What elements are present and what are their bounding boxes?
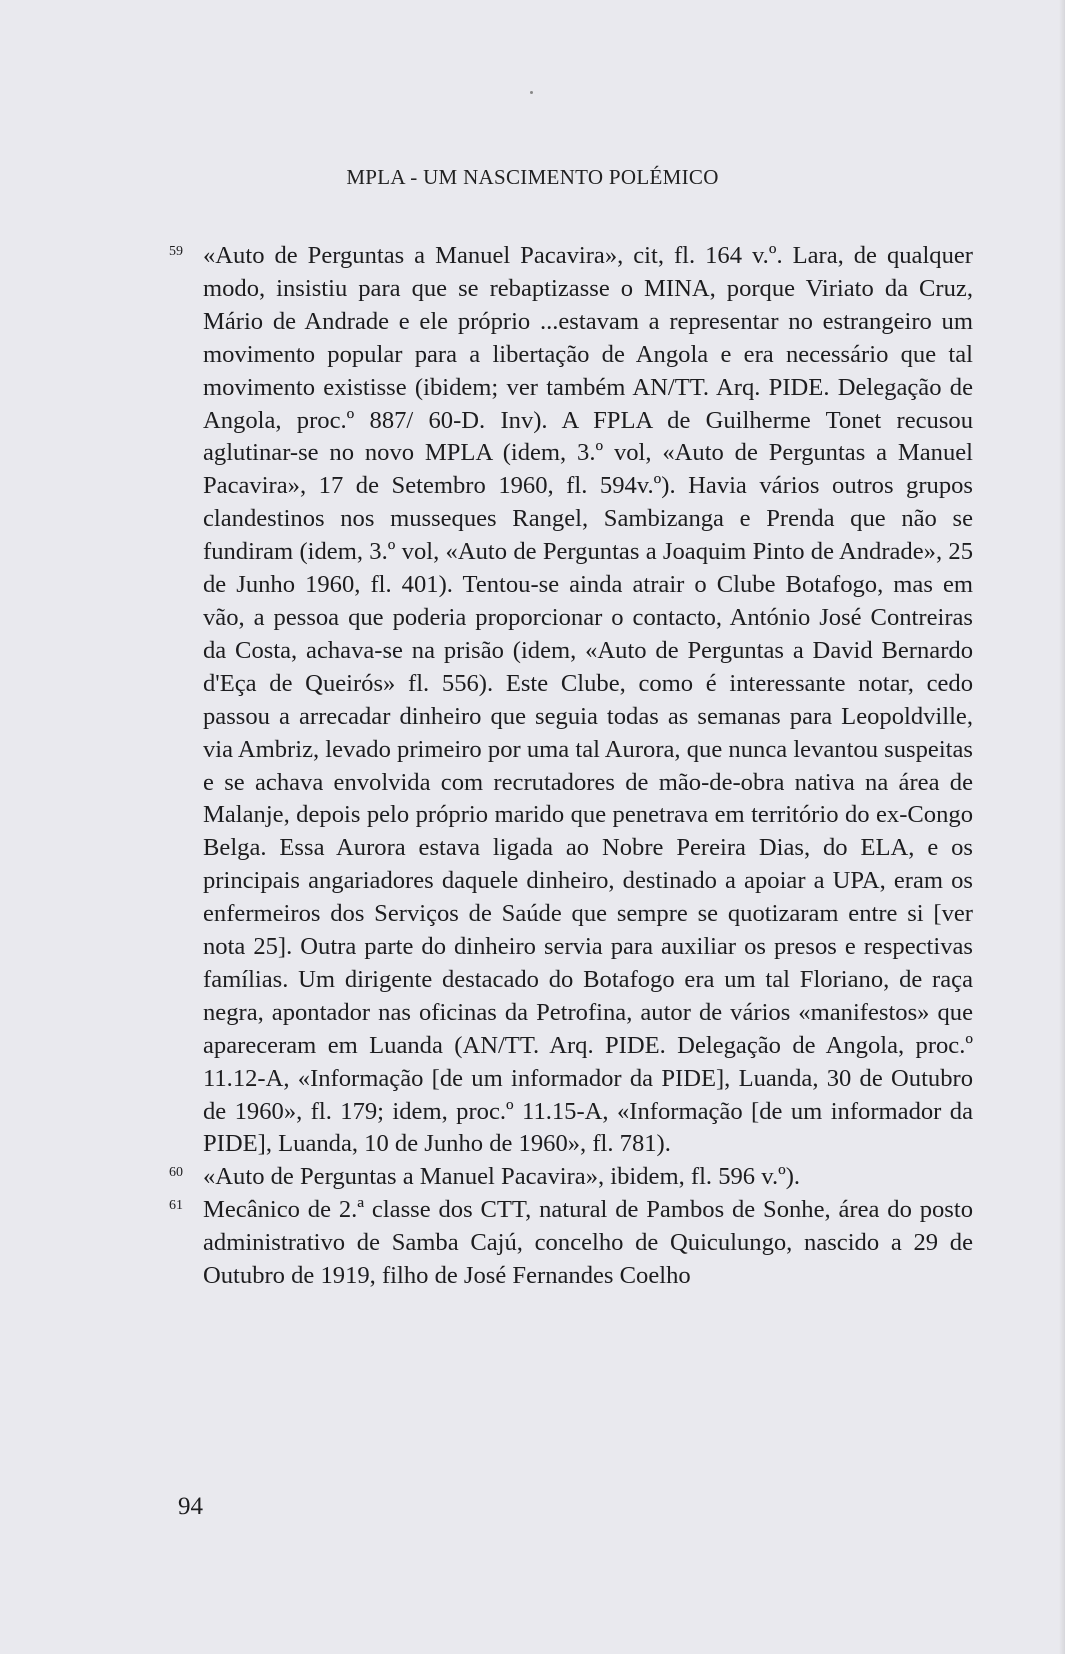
page-edge-shadow bbox=[1059, 0, 1065, 1654]
ink-speck bbox=[530, 91, 533, 94]
footnote-number: 61 bbox=[169, 1198, 183, 1214]
footnote-text: Mecânico de 2.ª classe dos CTT, natural de Pambos de Sonhe, área do posto administrativo de Samba Cajú, concelho de Quiculungo, nascido a 29 de Outubro de 1919, filho de José Fernandes Coelho bbox=[203, 1196, 973, 1290]
footnote-number: 60 bbox=[169, 1165, 183, 1181]
footnote-61 bbox=[169, 1194, 973, 1293]
footnotes-block bbox=[169, 240, 973, 1293]
footnote-number: 59 bbox=[169, 244, 183, 259]
page-number: 94 bbox=[178, 1493, 203, 1520]
footnote-text: «Auto de Perguntas a Manuel Pacavira», cit, fl. 164 v.º. Lara, de qualquer modo, insistiu para que se rebaptizasse o MINA, porque Viriato da Cruz, Mário de Andrade e ele próprio ...estavam a representar no estrangeiro um movimento popular para a libertação de Angola e era necessário que tal movimento existisse (ibidem; ver também AN/TT. Arq. PIDE. Delegação de Angola, proc.º 887/ 60-D. Inv). A FPLA de Guilherme Tonet recusou aglutinar-se no novo MPLA (idem, 3.º vol, «Auto de Perguntas a Manuel Pacavira», 17 de Setembro 1960, fl. 594v.º). Havia vários outros grupos clandestinos nos musseques Rangel, Sambizanga e Prenda que não se fundiram (idem, 3.º vol, «Auto de Perguntas a Joaquim Pinto de Andrade», 25 de Junho 1960, fl. 401). Tentou-se ainda atrair o Clube Botafogo, mas em vão, a pessoa que poderia proporcionar o contacto, António José Contreiras da Costa, achava-se na prisão (idem, «Auto de Perguntas a David Bernardo d'Eça de Queirós» fl. 556). Este Clube, como é interessante notar, cedo passou a arrecadar dinheiro que seguia todas as semanas para Leopoldville, via Ambriz, levado primeiro por uma tal Aurora, que nunca levantou suspeitas e se achava envolvida com recrutadores de mão-de-obra nativa na área de Malanje, depois pelo próprio marido que penetrava em território do ex-Congo Belga. Essa Aurora estava ligada ao Nobre Pereira Dias, do ELA, e os principais angariadores daquele dinheiro, destinado a apoiar a UPA, eram os enfermeiros dos Serviços de Saúde que sempre se quotizaram entre si [ver nota 25]. Outra parte do dinheiro servia para auxiliar os presos e respectivas famílias. Um dirigente destacado do Botafogo era um tal Floriano, de raça negra, apontador nas oficinas da Petrofina, autor de vários «manifestos» que apareceram em Luanda (AN/TT. Arq. PIDE. Delegação de Angola, proc.º 11.12-A, «Informação [de um informador da PIDE], Luanda, 30 de Outubro de 1960», fl. 179; idem, proc.º 11.15-A, «Informação [de um informador da PIDE], Luanda, 10 de Junho de 1960», fl. 781). bbox=[203, 242, 973, 1158]
footnote-59 bbox=[169, 240, 973, 1161]
footnote-60 bbox=[169, 1161, 973, 1194]
running-header: MPLA - UM NASCIMENTO POLÉMICO bbox=[346, 165, 719, 189]
footnote-text: «Auto de Perguntas a Manuel Pacavira», ibidem, fl. 596 v.º). bbox=[203, 1163, 801, 1191]
